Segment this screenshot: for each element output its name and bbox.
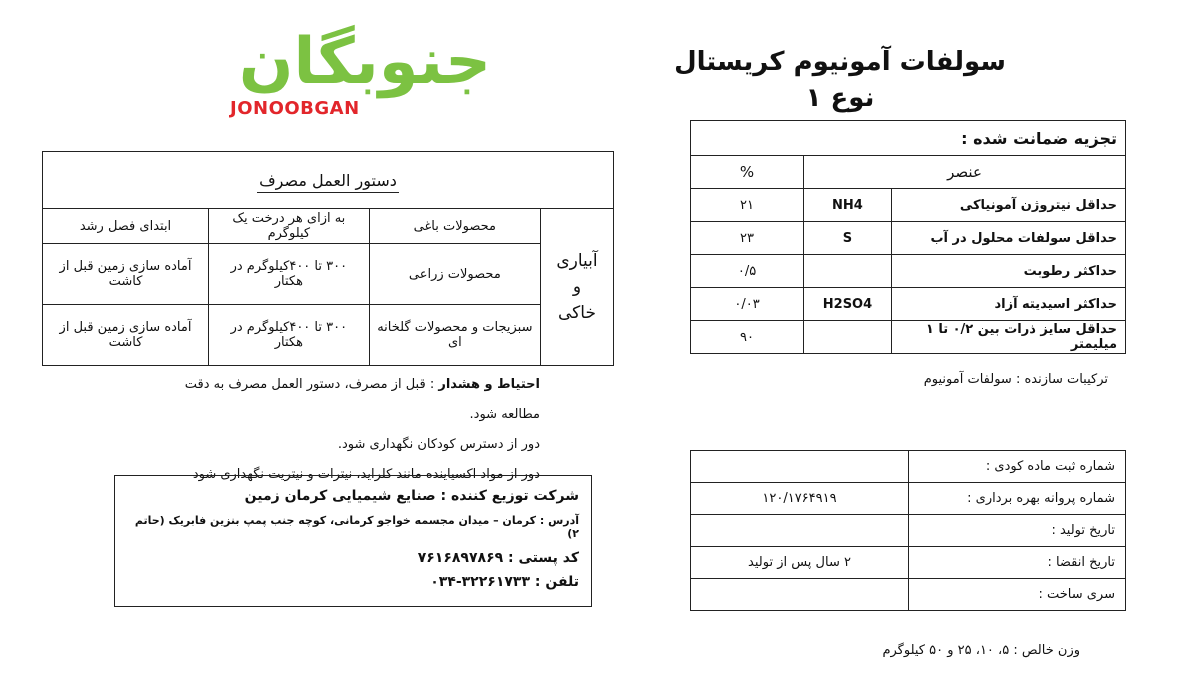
- application-method: [541, 209, 614, 366]
- usage-instructions-table: [42, 151, 614, 366]
- element-name: حداقل سایز ذرات بین ۰/۲ تا ۱ میلیمتر: [891, 321, 1125, 354]
- element-value: ۹۰: [691, 321, 804, 354]
- element-value: ۰/۵: [691, 255, 804, 288]
- application-time: ابتدای فصل رشد: [43, 209, 209, 244]
- logo-persian-text: جنوبگان: [238, 25, 492, 99]
- crop-type: سبزیجات و محصولات گلخانه ای: [369, 305, 540, 366]
- distributor-box: [114, 475, 592, 607]
- table-row: [691, 255, 1126, 288]
- warnings: [150, 370, 540, 490]
- composition-text: ترکیبات سازنده : سولفات آمونیوم: [923, 372, 1108, 387]
- table-row: [43, 244, 614, 305]
- brand-logo: [220, 25, 510, 120]
- registration-value: ۱۲۰/۱۷۶۴۹۱۹: [691, 483, 909, 515]
- element-value: ۲۱: [691, 189, 804, 222]
- warning-line-2: دور از دسترس کودکان نگهداری شود.: [337, 437, 540, 452]
- dosage: به ازای هر درخت یک کیلوگرم: [209, 209, 370, 244]
- application-method-line: آبیاری: [556, 251, 598, 271]
- element-symbol: [804, 255, 892, 288]
- analysis-column-header-row: [691, 156, 1126, 189]
- usage-title-cell: [43, 152, 614, 209]
- crop-type: محصولات زراعی: [369, 244, 540, 305]
- usage-title-row: [43, 152, 614, 209]
- element-name: حداقل سولفات محلول در آب: [891, 222, 1125, 255]
- registration-label: شماره ثبت ماده کودی :: [909, 451, 1126, 483]
- element-name: حداکثر اسیدیته آزاد: [891, 288, 1125, 321]
- registration-label: تاریخ انقضا :: [909, 547, 1126, 579]
- column-percent-header: %: [691, 156, 804, 189]
- application-method-line: خاکی: [558, 303, 596, 323]
- table-row: [691, 189, 1126, 222]
- table-row: [43, 209, 614, 244]
- element-value: ۲۳: [691, 222, 804, 255]
- net-weight: وزن خالص : ۵، ۱۰، ۲۵ و ۵۰ کیلوگرم: [882, 643, 1080, 658]
- registration-value: [691, 579, 909, 611]
- table-row: [691, 451, 1126, 483]
- product-type: نوع ۱: [805, 83, 875, 113]
- distributor-postal-code: کد پستی : ۷۶۱۶۸۹۷۸۶۹: [417, 550, 579, 566]
- registration-value: ۲ سال پس از تولید: [691, 547, 909, 579]
- application-time: آماده سازی زمین قبل از کاشت: [43, 305, 209, 366]
- element-symbol: NH4: [804, 189, 892, 222]
- table-row: [691, 579, 1126, 611]
- dosage: ۳۰۰ تا ۴۰۰کیلوگرم در هکتار: [209, 244, 370, 305]
- dosage: ۳۰۰ تا ۴۰۰کیلوگرم در هکتار: [209, 305, 370, 366]
- analysis-heading-row: [691, 121, 1126, 156]
- table-row: [43, 305, 614, 366]
- registration-value: [691, 451, 909, 483]
- table-row: [691, 288, 1126, 321]
- table-row: [691, 547, 1126, 579]
- registration-label: شماره پروانه بهره برداری :: [909, 483, 1126, 515]
- column-element-header: عنصر: [804, 156, 1126, 189]
- table-row: [691, 483, 1126, 515]
- element-symbol: S: [804, 222, 892, 255]
- application-time: آماده سازی زمین قبل از کاشت: [43, 244, 209, 305]
- element-symbol: [804, 321, 892, 354]
- registration-table: [690, 450, 1126, 611]
- usage-title: دستور العمل مصرف: [257, 171, 399, 193]
- warning-line-3: دور از مواد اکسیاینده مانند کلراید، نیترات و نیتریت نگهداری شود: [192, 467, 540, 482]
- registration-label: تاریخ تولید :: [909, 515, 1126, 547]
- element-name: حداکثر رطوبت: [891, 255, 1125, 288]
- guaranteed-analysis-table: [690, 120, 1126, 354]
- registration-label: سری ساخت :: [909, 579, 1126, 611]
- table-row: [691, 222, 1126, 255]
- registration-value: [691, 515, 909, 547]
- warning-label: احتیاط و هشدار: [438, 377, 540, 392]
- product-name: سولفات آمونیوم کریستال: [674, 47, 1006, 77]
- table-row: [691, 515, 1126, 547]
- distributor-address: آدرس : کرمان – میدان مجسمه خواجو کرمانی، کوچه جنب پمپ بنزین فابریک (حاتم ۲): [134, 514, 579, 540]
- distributor-phone: تلفن : ۳۲۲۶۱۷۳۳-۰۳۴: [430, 574, 579, 590]
- element-symbol: H2SO4: [804, 288, 892, 321]
- analysis-heading: تجزیه ضمانت شده :: [691, 121, 1126, 156]
- crop-type: محصولات باغی: [369, 209, 540, 244]
- application-method-line: و: [572, 277, 582, 297]
- logo-latin-text: JONOOBGAN: [230, 98, 360, 119]
- product-title: [640, 44, 1040, 116]
- element-name: حداقل نیتروژن آمونیاکی: [891, 189, 1125, 222]
- warning-line-1: [150, 370, 540, 430]
- distributor-company: شرکت توزیع کننده : صنایع شیمیایی کرمان زمین: [244, 488, 579, 504]
- warning-text: : قبل از مصرف، دستور العمل مصرف به دقت مطالعه شود.: [184, 377, 540, 422]
- element-value: ۰/۰۳: [691, 288, 804, 321]
- table-row: [691, 321, 1126, 354]
